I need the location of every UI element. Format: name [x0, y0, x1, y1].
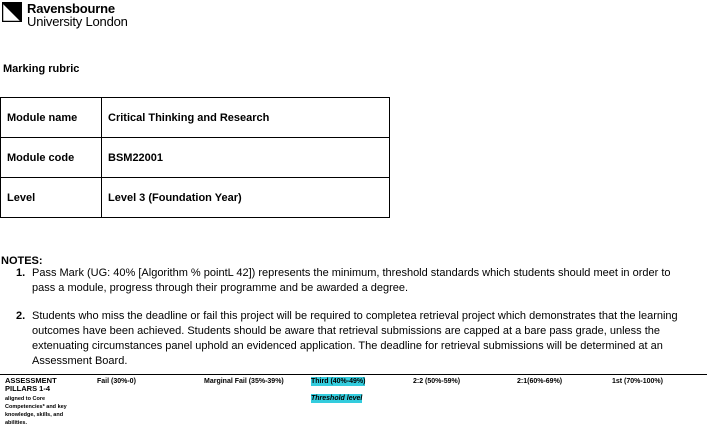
note-item [16, 309, 696, 369]
university-logo [2, 2, 128, 28]
assessment-pillars-cell [5, 377, 85, 427]
note-number: 1. [16, 267, 26, 279]
module-name-value: Critical Thinking and Research [102, 98, 390, 138]
logo-name: Ravensbourne [27, 1, 115, 16]
level-label: Level [1, 178, 102, 218]
note-text: Pass Mark (UG: 40% [Algorithm % pointL 42]) represents the minimum, threshold standards which students should meet in order to pass a module, progress through their programme and be awarded a degree. [32, 267, 671, 294]
note-number: 2. [16, 310, 26, 322]
table-row [1, 98, 390, 138]
ravensbourne-logo-icon [2, 2, 22, 22]
level-value: Level 3 (Foundation Year) [102, 178, 390, 218]
threshold-level-label: Threshold level [311, 395, 363, 402]
note-item [16, 266, 696, 296]
divider [0, 374, 707, 375]
page-title: Marking rubric [3, 63, 80, 75]
grade-header-third: Third (40%-49%) [311, 378, 366, 385]
table-row [1, 178, 390, 218]
grade-header-2-2: 2:2 (50%-59%) [413, 378, 461, 385]
module-name-label: Module name [1, 98, 102, 138]
grade-header-marginal-fail: Marginal Fail (35%-39%) [204, 378, 284, 385]
grade-header-fail: Fail (30%-0) [97, 378, 136, 385]
module-info-table [0, 97, 390, 218]
logo-subtitle: University London [27, 14, 128, 29]
module-code-label: Module code [1, 138, 102, 178]
grade-header-2-1: 2:1(60%-69%) [517, 378, 563, 385]
grade-header-first: 1st (70%-100%) [612, 378, 663, 385]
note-text: Students who miss the deadline or fail this project will be required to completea retrieval project which demonstrates that the learning outcomes have been achieved. Students should be aware that retrieval submissions are capped at a bare pass grade, unless the extenuating circumstances panel uphold an evidenced application. The deadline for retrieval submissions will be determined at an Assessment Board. [32, 310, 678, 367]
assessment-pillars-title: ASSESSMENT PILLARS 1-4 [5, 376, 57, 393]
notes-heading: NOTES: [1, 255, 43, 267]
assessment-pillars-subtitle: aligned to Core Competencies* and key knowledge, skills, and abilities. [5, 396, 67, 426]
table-row [1, 138, 390, 178]
module-code-value: BSM22001 [102, 138, 390, 178]
